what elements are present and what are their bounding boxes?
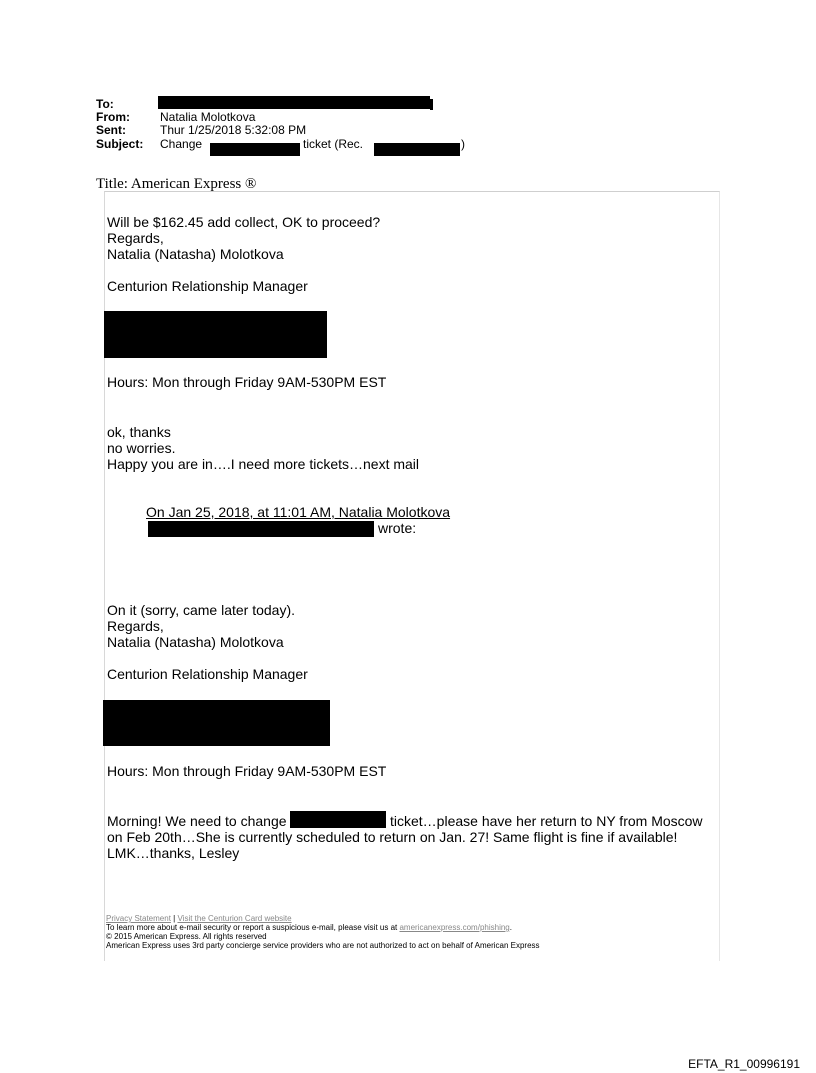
redaction-morning-name xyxy=(290,811,386,828)
from-value: Natalia Molotkova xyxy=(160,110,256,124)
from-label: From: xyxy=(96,110,130,124)
quoted-header: On Jan 25, 2018, at 11:01 AM, Natalia Molotkova xyxy=(146,504,451,520)
subject-part3-wrap xyxy=(461,138,465,150)
email-title: Title: American Express ® xyxy=(96,176,257,192)
footer-separator: | xyxy=(173,914,176,923)
redaction-to xyxy=(158,96,430,109)
hours-2: Hours: Mon through Friday 9AM-530PM EST xyxy=(107,763,387,779)
redaction-signature-1 xyxy=(104,311,327,358)
learn-more-text: To learn more about e-mail security or report a suspicious e-mail, please visit us at xyxy=(106,923,398,932)
signature-title-1: Centurion Relationship Manager xyxy=(107,278,308,294)
subject-row xyxy=(96,138,202,150)
centurion-card-link[interactable]: Visit the Centurion Card website xyxy=(177,914,292,923)
privacy-statement-link[interactable]: Privacy Statement xyxy=(106,914,171,923)
footer-concierge: American Express uses 3rd party concierge service providers who are not authorized to act on behalf of American Express xyxy=(106,941,540,950)
morning-line-1b: ticket…please have her return to NY from Moscow xyxy=(390,813,703,829)
subject-part1: Change xyxy=(160,137,203,151)
body-line-1: Will be $162.45 add collect, OK to proceed? xyxy=(107,214,381,230)
reply-line-1: ok, thanks xyxy=(107,424,171,440)
on-it-line: On it (sorry, came later today). xyxy=(107,602,296,618)
from-row xyxy=(96,111,255,123)
sent-label: Sent: xyxy=(96,123,126,137)
morning-line-2: on Feb 20th…She is currently scheduled to return on Jan. 27! Same flight is fine if available! xyxy=(107,829,678,845)
reply-line-3: Happy you are in….I need more tickets…next mail xyxy=(107,456,420,472)
redaction-quoted-email xyxy=(148,521,374,537)
redaction-to-tail xyxy=(430,99,433,110)
footer-copyright: © 2015 American Express. All rights reserved xyxy=(106,932,267,941)
subject-part2-wrap xyxy=(303,138,363,150)
signature-name-1: Natalia (Natasha) Molotkova xyxy=(107,246,284,262)
redaction-subject-name xyxy=(210,143,300,156)
redaction-signature-2 xyxy=(103,700,330,746)
footer-learn-more xyxy=(106,923,512,932)
morning-line-3: LMK…thanks, Lesley xyxy=(107,845,240,861)
to-row xyxy=(96,98,160,110)
subject-part2: ticket (Rec. xyxy=(303,137,364,151)
signature-name-2: Natalia (Natasha) Molotkova xyxy=(107,634,284,650)
morning-line-1a: Morning! We need to change xyxy=(107,813,287,829)
phishing-link[interactable]: americanexpress.com/phishing xyxy=(399,923,510,932)
bates-number: EFTA_R1_00996191 xyxy=(688,1057,800,1071)
sent-value: Thur 1/25/2018 5:32:08 PM xyxy=(160,123,307,137)
footer-period: . xyxy=(509,923,512,932)
quoted-wrote: wrote: xyxy=(378,520,417,536)
signature-title-2: Centurion Relationship Manager xyxy=(107,666,308,682)
reply-line-2: no worries. xyxy=(107,440,176,456)
subject-part3: ) xyxy=(461,137,465,151)
regards-2: Regards, xyxy=(107,618,164,634)
hours-1: Hours: Mon through Friday 9AM-530PM EST xyxy=(107,374,387,390)
footer-links-row xyxy=(106,914,292,923)
to-label: To: xyxy=(96,97,114,111)
redaction-subject-rec xyxy=(374,143,460,156)
subject-label: Subject: xyxy=(96,137,144,151)
regards-1: Regards, xyxy=(107,230,164,246)
sent-row xyxy=(96,124,306,136)
